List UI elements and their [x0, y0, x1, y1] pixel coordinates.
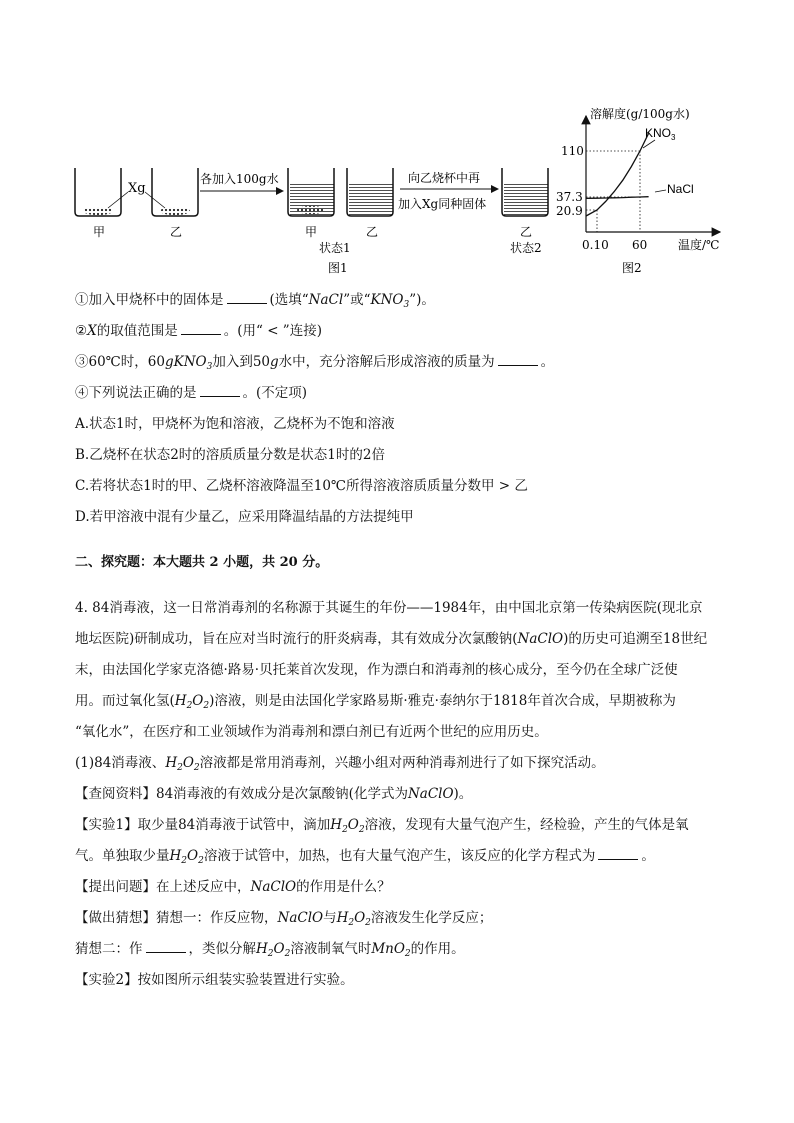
- label-yi: 乙: [170, 225, 183, 239]
- q4-text: ④下列说法正确的是: [75, 385, 197, 401]
- formula-h2o2: O: [182, 755, 194, 771]
- formula-kno3: KNO: [370, 292, 404, 308]
- ytick-20-9: 20.9: [556, 204, 583, 218]
- formula-h2o2: H: [169, 848, 182, 864]
- option-a: A.状态1时，甲烧杯为饱和溶液，乙烧杯为不饱和溶液: [75, 416, 395, 432]
- formula-sub: 2: [203, 701, 210, 711]
- formula-h2o2: O: [354, 910, 366, 926]
- p4-text: 与: [323, 910, 337, 926]
- answer-blank-equation[interactable]: [598, 847, 638, 860]
- arrow2-top-label: 向乙烧杯中再: [408, 171, 481, 185]
- answer-blank-2[interactable]: [181, 322, 221, 335]
- xtick-0-10: 0.10: [582, 238, 609, 252]
- series-nacl-line: [586, 197, 649, 199]
- formula-h2o2: O: [347, 817, 359, 833]
- unit-g: g: [164, 354, 174, 370]
- fig1-caption: 图1: [328, 261, 348, 275]
- p4-text: 。: [641, 848, 655, 864]
- series-kno3-label: $KNO_3$: [645, 126, 676, 142]
- p4-text: 的作用。: [410, 941, 465, 957]
- p4-line-1: 4. 84消毒液，这一日常消毒剂的名称源于其诞生的年份——1984年，由中国北京第一传染病医院(现北京: [75, 600, 703, 616]
- beaker-yi-initial: [152, 168, 198, 216]
- series-kno3-line: [586, 133, 649, 216]
- state2-label: 状态2: [510, 241, 542, 255]
- q3-text-c: 水中，充分溶解后形成溶液的质量为: [278, 354, 495, 370]
- p4-text: 【做出猜想】猜想一：作反应物，: [75, 910, 278, 926]
- q2-text: 的取值范围是: [96, 323, 178, 339]
- formula-h2o2: H: [256, 941, 268, 957]
- formula-h2o2: H: [165, 755, 178, 771]
- label-jia: 甲: [93, 225, 106, 239]
- formula-naclo: NaClO: [250, 879, 297, 895]
- p4-line-3: 末，由法国化学家克洛德·路易·贝托莱首次发现，作为漂白和消毒剂的核心成分，至今仍在全球广泛使: [75, 662, 678, 678]
- hypothesis-2: [75, 939, 465, 964]
- formula-h2o2: H: [330, 817, 343, 833]
- hypothesis-1: [75, 908, 492, 933]
- formula-sub: 2: [198, 856, 204, 866]
- question-4: [75, 383, 307, 403]
- formula-sub: 2: [348, 918, 355, 928]
- answer-blank-1[interactable]: [227, 291, 267, 304]
- beaker-yi-state1: [347, 168, 393, 216]
- p4-text: 猜想二：作: [75, 941, 143, 957]
- formula-h2o2: O: [273, 941, 285, 957]
- formula-sub: 2: [193, 763, 200, 773]
- pointer-line: [108, 192, 128, 208]
- question-1: [75, 290, 435, 315]
- q2-text-c: 。(用“ < ”连接): [223, 323, 322, 339]
- option-c: C.若将状态1时的甲、乙烧杯溶液降温至10℃所得溶液溶质质量分数甲 > 乙: [75, 478, 528, 494]
- figure-area: [0, 0, 794, 285]
- p4-text: 溶液制氧气时: [290, 941, 372, 957]
- formula-nacl: NaCl: [308, 292, 344, 308]
- q1-text-d: ”)。: [409, 292, 435, 308]
- q1-text: ①加入甲烧杯中的固体是: [75, 292, 224, 308]
- formula-sub: 2: [267, 949, 274, 959]
- pointer-line: [145, 192, 165, 208]
- q2-num: ②: [75, 323, 88, 339]
- label-jia-state1: 甲: [305, 225, 318, 239]
- formula-sub: 2: [284, 949, 291, 959]
- p4-line-5: “氧化水”，在医疗和工业领域作为消毒剂和漂白剂已有近两个世纪的应用历史。: [75, 724, 548, 740]
- x-axis-label: 温度/℃: [678, 238, 720, 252]
- p4-text: 【实验1】取少量84消毒液于试管中，滴加: [75, 817, 331, 833]
- p4-text: )溶液，则是由法国化学家路易斯·雅克·泰纳尔于1818年首次合成，早期被称为: [209, 693, 676, 709]
- p4-line-2: [75, 629, 707, 649]
- label-yi-state2: 乙: [520, 225, 533, 239]
- p4-text: 气。单独取少量: [75, 848, 170, 864]
- q3-text: ③60℃时，60: [75, 354, 165, 370]
- beaker-jia-state1: [288, 168, 334, 216]
- nacl-leader: [655, 190, 666, 192]
- p4-text: 【查阅资料】84消毒液的有效成分是次氯酸钠(化学式为: [75, 786, 408, 802]
- p4-text: )。: [453, 786, 473, 802]
- p4-text: 溶液都是常用消毒剂，兴趣小组对两种消毒剂进行了如下探究活动。: [199, 755, 605, 771]
- formula-sub: 2: [342, 825, 348, 835]
- ytick-110: 110: [561, 144, 584, 158]
- p4-text: 用。而过氧化氢(: [75, 693, 175, 709]
- formula-h2o2: H: [174, 693, 187, 709]
- raise-question: [75, 877, 391, 897]
- formula-naclo: NaClO: [277, 910, 324, 926]
- solubility-chart: [556, 106, 720, 275]
- experiment-1-line-2: [75, 846, 655, 871]
- formula-sub: 2: [358, 825, 365, 835]
- p4-text: 溶液，发现有大量气泡产生，经检验，产生的气体是氧: [364, 817, 689, 833]
- answer-blank-hypothesis[interactable]: [146, 940, 186, 953]
- formula-sub: 3: [206, 362, 213, 372]
- p4-text: 的作用是什么？: [296, 879, 391, 895]
- lookup-info: [75, 784, 472, 804]
- formula-h2o2: O: [187, 848, 199, 864]
- formula-kno3: KNO: [173, 354, 207, 370]
- formula-sub: 2: [365, 918, 371, 928]
- formula-sub: 2: [177, 763, 183, 773]
- p4-line-4: [75, 691, 676, 716]
- formula-h2o2: O: [192, 693, 204, 709]
- p4-text: 地坛医院)研制成功，旨在应对当时流行的肝炎病毒，其有效成分次氯酸钠(: [75, 631, 518, 647]
- var-x: X: [87, 323, 97, 339]
- option-b: B.乙烧杯在状态2时的溶质质量分数是状态1时的2倍: [75, 447, 385, 463]
- p4-text: (1)84消毒液、: [75, 755, 166, 771]
- arrow1-label: 各加入100g水: [200, 172, 279, 186]
- q3-text-d: 。: [540, 354, 555, 370]
- experiment-2: 【实验2】按如图所示组装实验装置进行实验。: [75, 972, 354, 988]
- experiment-1-line-1: [75, 815, 689, 840]
- beaker-yi-state2: [502, 168, 548, 216]
- formula-mno2: MnO: [371, 941, 405, 957]
- question-2: [75, 321, 322, 341]
- p4-text: ，类似分解: [188, 941, 256, 957]
- p4-text: 溶液发生化学反应；: [370, 910, 493, 926]
- series-nacl-label: NaCl: [667, 182, 694, 196]
- answer-blank-4[interactable]: [200, 384, 240, 397]
- p4-text: 溶液于试管中，加热，也有大量气泡产生，该反应的化学方程式为: [203, 848, 596, 864]
- q1-text-c: ”或“: [343, 292, 371, 308]
- formula-naclo: NaClO: [407, 786, 454, 802]
- formula-h2o2: H: [336, 910, 349, 926]
- fig2-caption: 图2: [622, 261, 642, 275]
- formula-naclo: NaClO: [517, 631, 564, 647]
- option-d: D.若甲溶液中混有少量乙，应采用降温结晶的方法提纯甲: [75, 509, 414, 525]
- section-heading: 二、探究题：本大题共 2 小题，共 20 分。: [75, 555, 329, 570]
- q1-text-b: (选填“: [269, 292, 309, 308]
- arrow2-bottom-label: 加入Xg同种固体: [398, 197, 487, 211]
- question-3: [75, 352, 554, 377]
- state1-label: 状态1: [319, 241, 351, 255]
- p4-text: 【提出问题】在上述反应中，: [75, 879, 251, 895]
- beaker-jia-initial: [75, 168, 121, 216]
- q3-text-b: 加入到50: [212, 354, 271, 370]
- formula-sub: 2: [404, 949, 411, 959]
- xtick-60: 60: [632, 238, 648, 252]
- q4-text-b: 。(不定项): [242, 385, 308, 401]
- formula-sub: 2: [181, 856, 188, 866]
- formula-sub: 3: [403, 300, 410, 310]
- ytick-37-3: 37.3: [556, 190, 583, 204]
- y-axis-label: 溶解度(g/100g水): [590, 107, 690, 121]
- label-yi-state1: 乙: [366, 225, 379, 239]
- sub-question-1: [75, 753, 605, 778]
- unit-g: g: [270, 354, 279, 370]
- formula-sub: 2: [186, 701, 193, 711]
- p4-text: )的历史可追溯至18世纪: [563, 631, 708, 647]
- fig1-xg-label: Xg: [128, 181, 146, 196]
- answer-blank-3[interactable]: [498, 353, 538, 366]
